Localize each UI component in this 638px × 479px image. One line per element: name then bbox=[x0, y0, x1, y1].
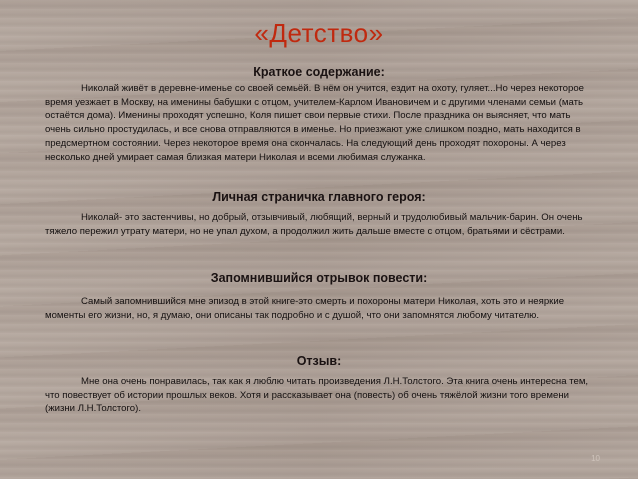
review-text-content: Мне она очень понравилась, так как я люблю читать произведения Л.Н.Толстого. Эта книга очень интересна тем, что повествует об истории прошлых веков. Хотя и рассказывает она (повесть) об очень тяжёлой жизни того времени (жизни Л.Н.Толстого). bbox=[45, 376, 589, 415]
review-text bbox=[45, 375, 595, 416]
page-number: 10 bbox=[591, 454, 600, 463]
excerpt-text-content: Самый запомнившийся мне эпизод в этой книге-это смерть и похороны матери Николая, хоть это и неяркие моменты его жизни, но, я думаю, они описаны так подробно и с душой, что они запомнятся любому читателю. bbox=[45, 296, 565, 321]
excerpt-text bbox=[45, 295, 595, 322]
hero-heading: Личная страничка главного героя: bbox=[212, 190, 426, 204]
summary-heading: Краткое содержание: bbox=[253, 65, 385, 79]
hero-text bbox=[45, 211, 595, 238]
review-heading: Отзыв: bbox=[296, 354, 342, 368]
excerpt-heading: Запомнившийся отрывок повести: bbox=[210, 271, 428, 285]
hero-text-content: Николай- это застенчивы, но добрый, отзывчивый, любящий, верный и трудолюбивый мальчик-барин. Он очень тяжело пережил утрату матери, но не упал духом, а продолжил жить дальше вместе с отцом, братьями и сёстрами. bbox=[45, 212, 583, 237]
slide-title: «Детство» bbox=[254, 18, 384, 48]
summary-text-content: Николай живёт в деревне-именье со своей семьёй. В нём он учится, ездит на охоту, гуляет...Но через некоторое время уезжает в Москву, на именины бабушки с отцом, учителем-Карлом Ивановичем и с другими членами семьи (мать остаётся дома). Именины проходят успешно, Коля пишет свои первые стихи. После праздника он выясняет, что мать очень сильно простудилась, и все снова отправляются в именье. Но приезжают уже слишком поздно, мать находится в предсмертном состоянии. Через некоторое время она скончалась. На следующий день проходят похороны. А через несколько дней умирает самая близкая матери Николая и всеми любимая служанка. bbox=[45, 83, 585, 163]
summary-text bbox=[45, 82, 595, 164]
